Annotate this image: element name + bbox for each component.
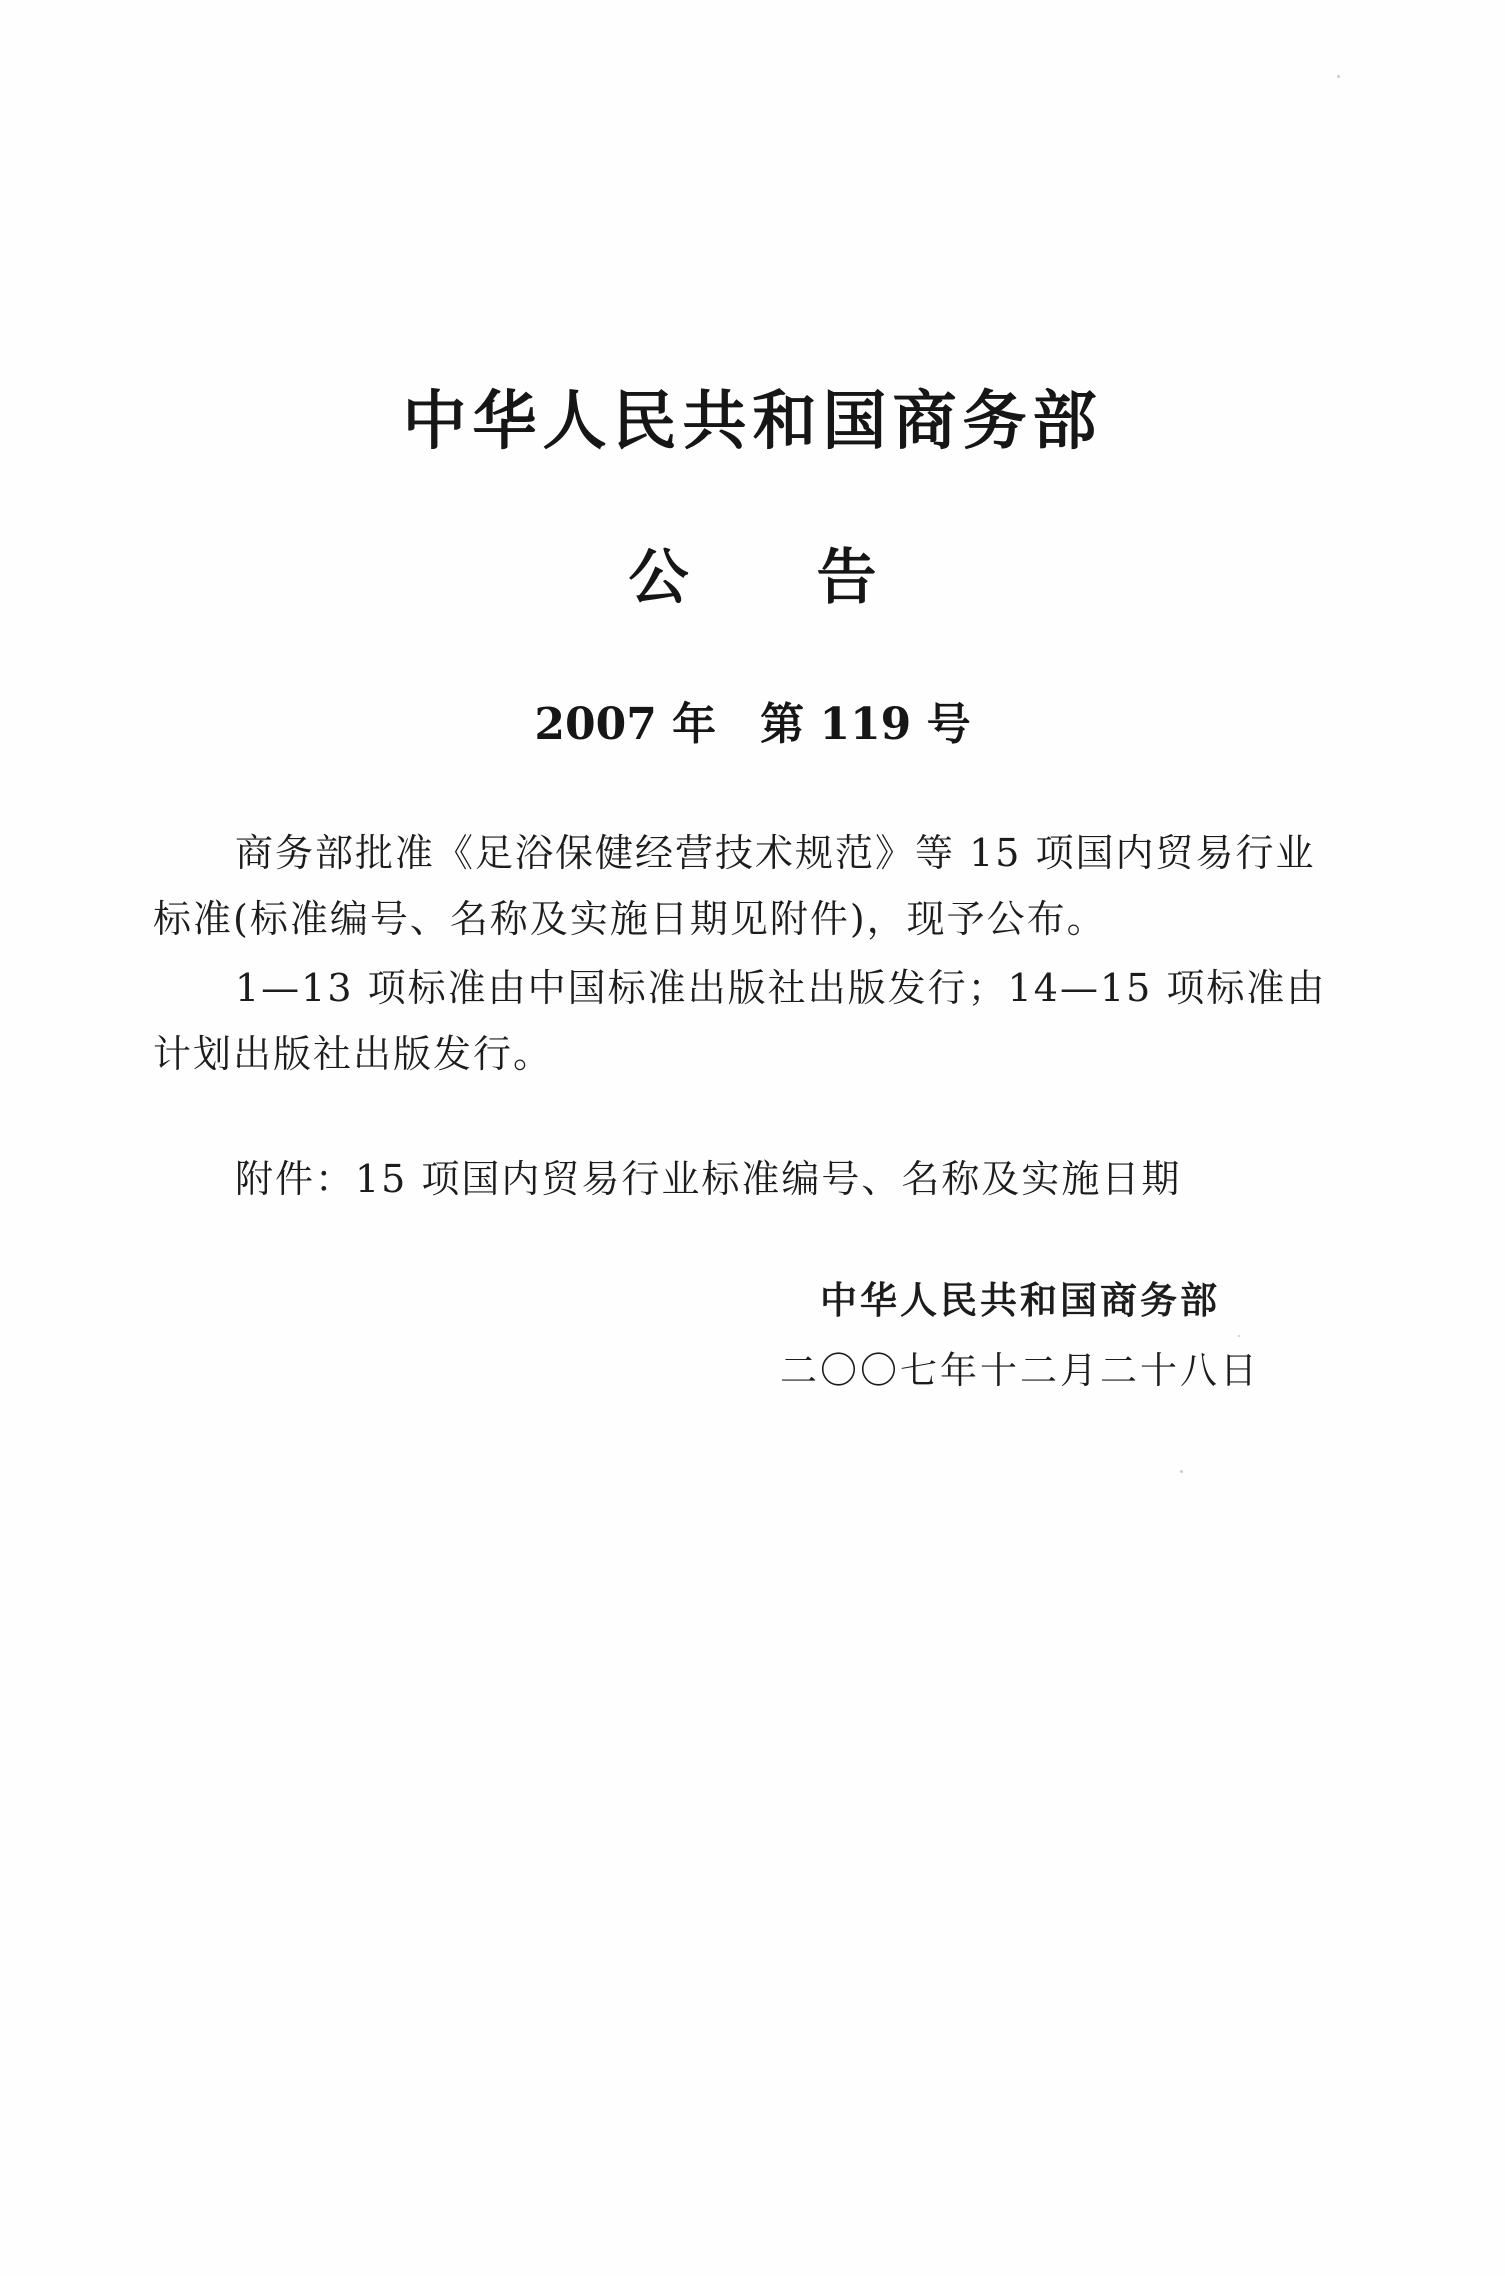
scan-speck xyxy=(1238,1335,1240,1337)
announcement-paragraph xyxy=(153,820,1353,952)
signature-date: 二〇〇七年十二月二十八日 xyxy=(780,1349,1260,1392)
publisher-paragraph xyxy=(153,955,1353,1087)
attachment-line: 附件：15 项国内贸易行业标准编号、名称及实施日期 xyxy=(235,1157,1182,1201)
paragraph-line: 计划出版社出版发行。 xyxy=(153,1032,554,1076)
document-number: 2007 年 第 119 号 xyxy=(534,699,971,750)
paragraph-line: 标准(标准编号、名称及实施日期见附件)，现予公布。 xyxy=(153,897,1107,941)
attachment-note xyxy=(153,1146,1353,1212)
scan-speck xyxy=(1180,1470,1183,1473)
paragraph-line: 1—13 项标准由中国标准出版社出版发行；14—15 项标准由 xyxy=(235,966,1327,1010)
issuing-authority-title: 中华人民共和国商务部 xyxy=(402,385,1103,459)
paragraph-line: 商务部批准《足浴保健经营技术规范》等 15 项国内贸易行业 xyxy=(235,831,1316,875)
signature-authority: 中华人民共和国商务部 xyxy=(820,1279,1220,1322)
scan-speck xyxy=(1337,75,1340,78)
document-type-heading: 公告 xyxy=(628,543,1005,613)
